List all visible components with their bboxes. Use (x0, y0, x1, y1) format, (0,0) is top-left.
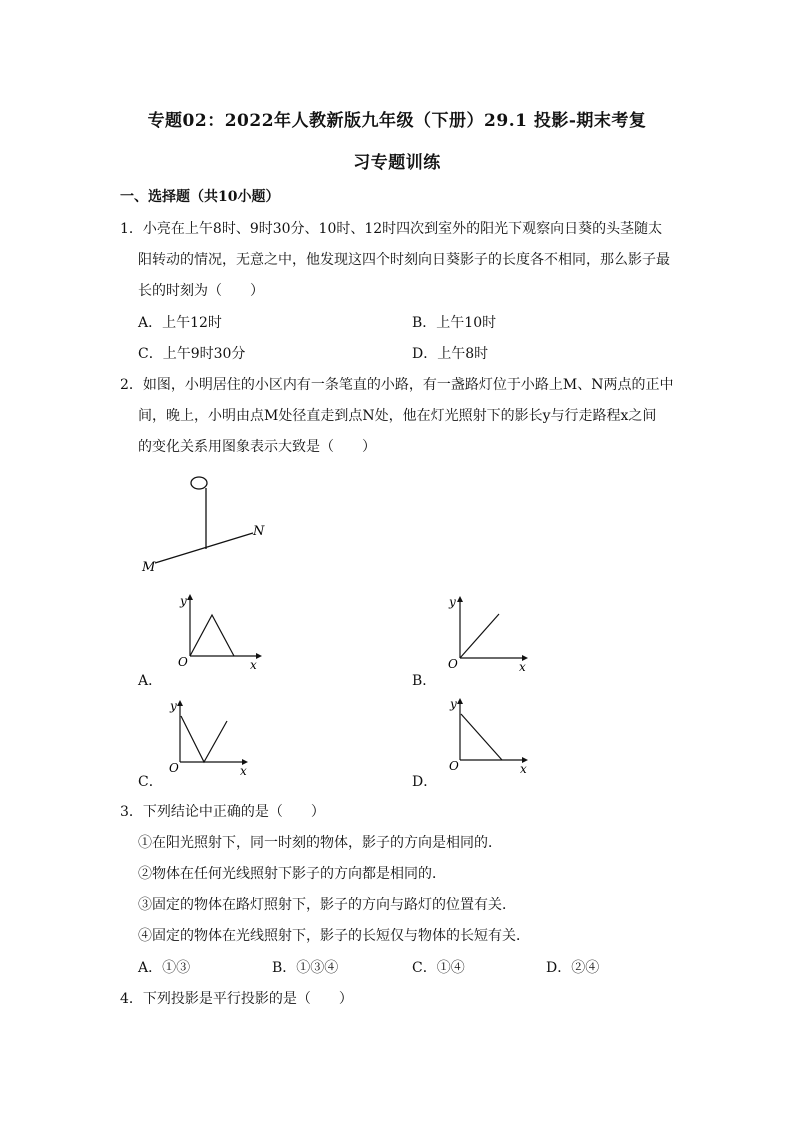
y-axis-arrow (187, 594, 193, 600)
y-axis-label: y (450, 697, 457, 711)
x-axis-label: x (250, 658, 257, 672)
q3-statement-1: ①在阳光照射下，同一时刻的物体，影子的方向是相同的． (138, 835, 502, 851)
q4-stem: 4．下列投影是平行投影的是（ ） (120, 991, 353, 1007)
y-axis-label: y (449, 595, 456, 609)
q3-stem: 3．下列结论中正确的是（ ） (120, 804, 325, 820)
section-heading: 一、选择题（共10小题） (120, 189, 280, 205)
q1-stem-line2: 阳转动的情况，无意之中，他发现这四个时刻向日葵影子的长度各不相同，那么影子最 (138, 252, 670, 268)
q2-stem-line3: 的变化关系用图象表示大致是（ ） (138, 439, 376, 455)
graph-a (170, 590, 290, 680)
q2-stem-line1: 2．如图，小明居住的小区内有一条笔直的小路，有一盏路灯位于小路上M、N两点的正中 (120, 377, 674, 393)
q1-stem-line3: 长的时刻为（ ） (138, 283, 264, 299)
q2-option-b: B． (412, 673, 437, 689)
q2-option-c: C． (138, 774, 163, 790)
q2-stem-line2: 间，晚上，小明由点M处径直走到点N处，他在灯光照射下的影长y与行走路程x之间 (138, 408, 657, 424)
origin-label: O (178, 655, 188, 669)
graph-d-curve (461, 714, 502, 760)
y-axis-arrow (177, 700, 183, 706)
graph-c-curve (181, 716, 227, 762)
x-axis-label: x (520, 762, 527, 776)
graph-d (440, 694, 560, 784)
y-axis-arrow (457, 698, 463, 704)
graph-c (160, 696, 280, 786)
x-axis-label: x (519, 660, 526, 674)
q1-option-c: C．上午9时30分 (138, 346, 246, 362)
point-n-label: N (253, 524, 265, 539)
document-title-line1: 专题02：2022年人教新版九年级（下册）29.1 投影-期末考复 (147, 111, 647, 131)
lamp-head-shape (191, 477, 207, 489)
q3-option-b: B．①③④ (272, 960, 339, 976)
y-axis-label: y (170, 699, 177, 713)
q1-option-b: B．上午10时 (412, 315, 497, 331)
q3-statement-4: ④固定的物体在光线照射下，影子的长短仅与物体的长短有关． (138, 928, 530, 944)
q3-option-c: C．①④ (412, 960, 465, 976)
y-axis-arrow (457, 596, 463, 602)
q3-option-d: D．②④ (546, 960, 600, 976)
q3-statement-3: ③固定的物体在路灯照射下，影子的方向与路灯的位置有关． (138, 897, 516, 913)
document-title-line2: 习专题训练 (353, 153, 441, 173)
q2-option-d: D． (412, 774, 438, 790)
q3-statement-2: ②物体在任何光线照射下影子的方向都是相同的． (138, 866, 446, 882)
y-axis-label: y (180, 594, 187, 608)
point-m-label: M (142, 560, 156, 575)
origin-label: O (448, 657, 458, 671)
q1-option-d: D．上午8时 (412, 346, 489, 362)
q3-option-a: A．①③ (138, 960, 191, 976)
q1-option-a: A．上午12时 (138, 315, 222, 331)
origin-label: O (449, 759, 459, 773)
q2-option-a: A． (138, 673, 163, 689)
x-axis-label: x (240, 764, 247, 778)
x-axis-arrow (256, 653, 262, 659)
q1-stem-line1: 1．小亮在上午8时、9时30分、10时、12时四次到室外的阳光下观察向日葵的头茎随太 (120, 221, 663, 237)
origin-label: O (169, 761, 179, 775)
graph-b (438, 592, 558, 682)
graph-a-curve (190, 615, 234, 656)
graph-b-curve (460, 614, 499, 658)
road-line (155, 533, 253, 563)
